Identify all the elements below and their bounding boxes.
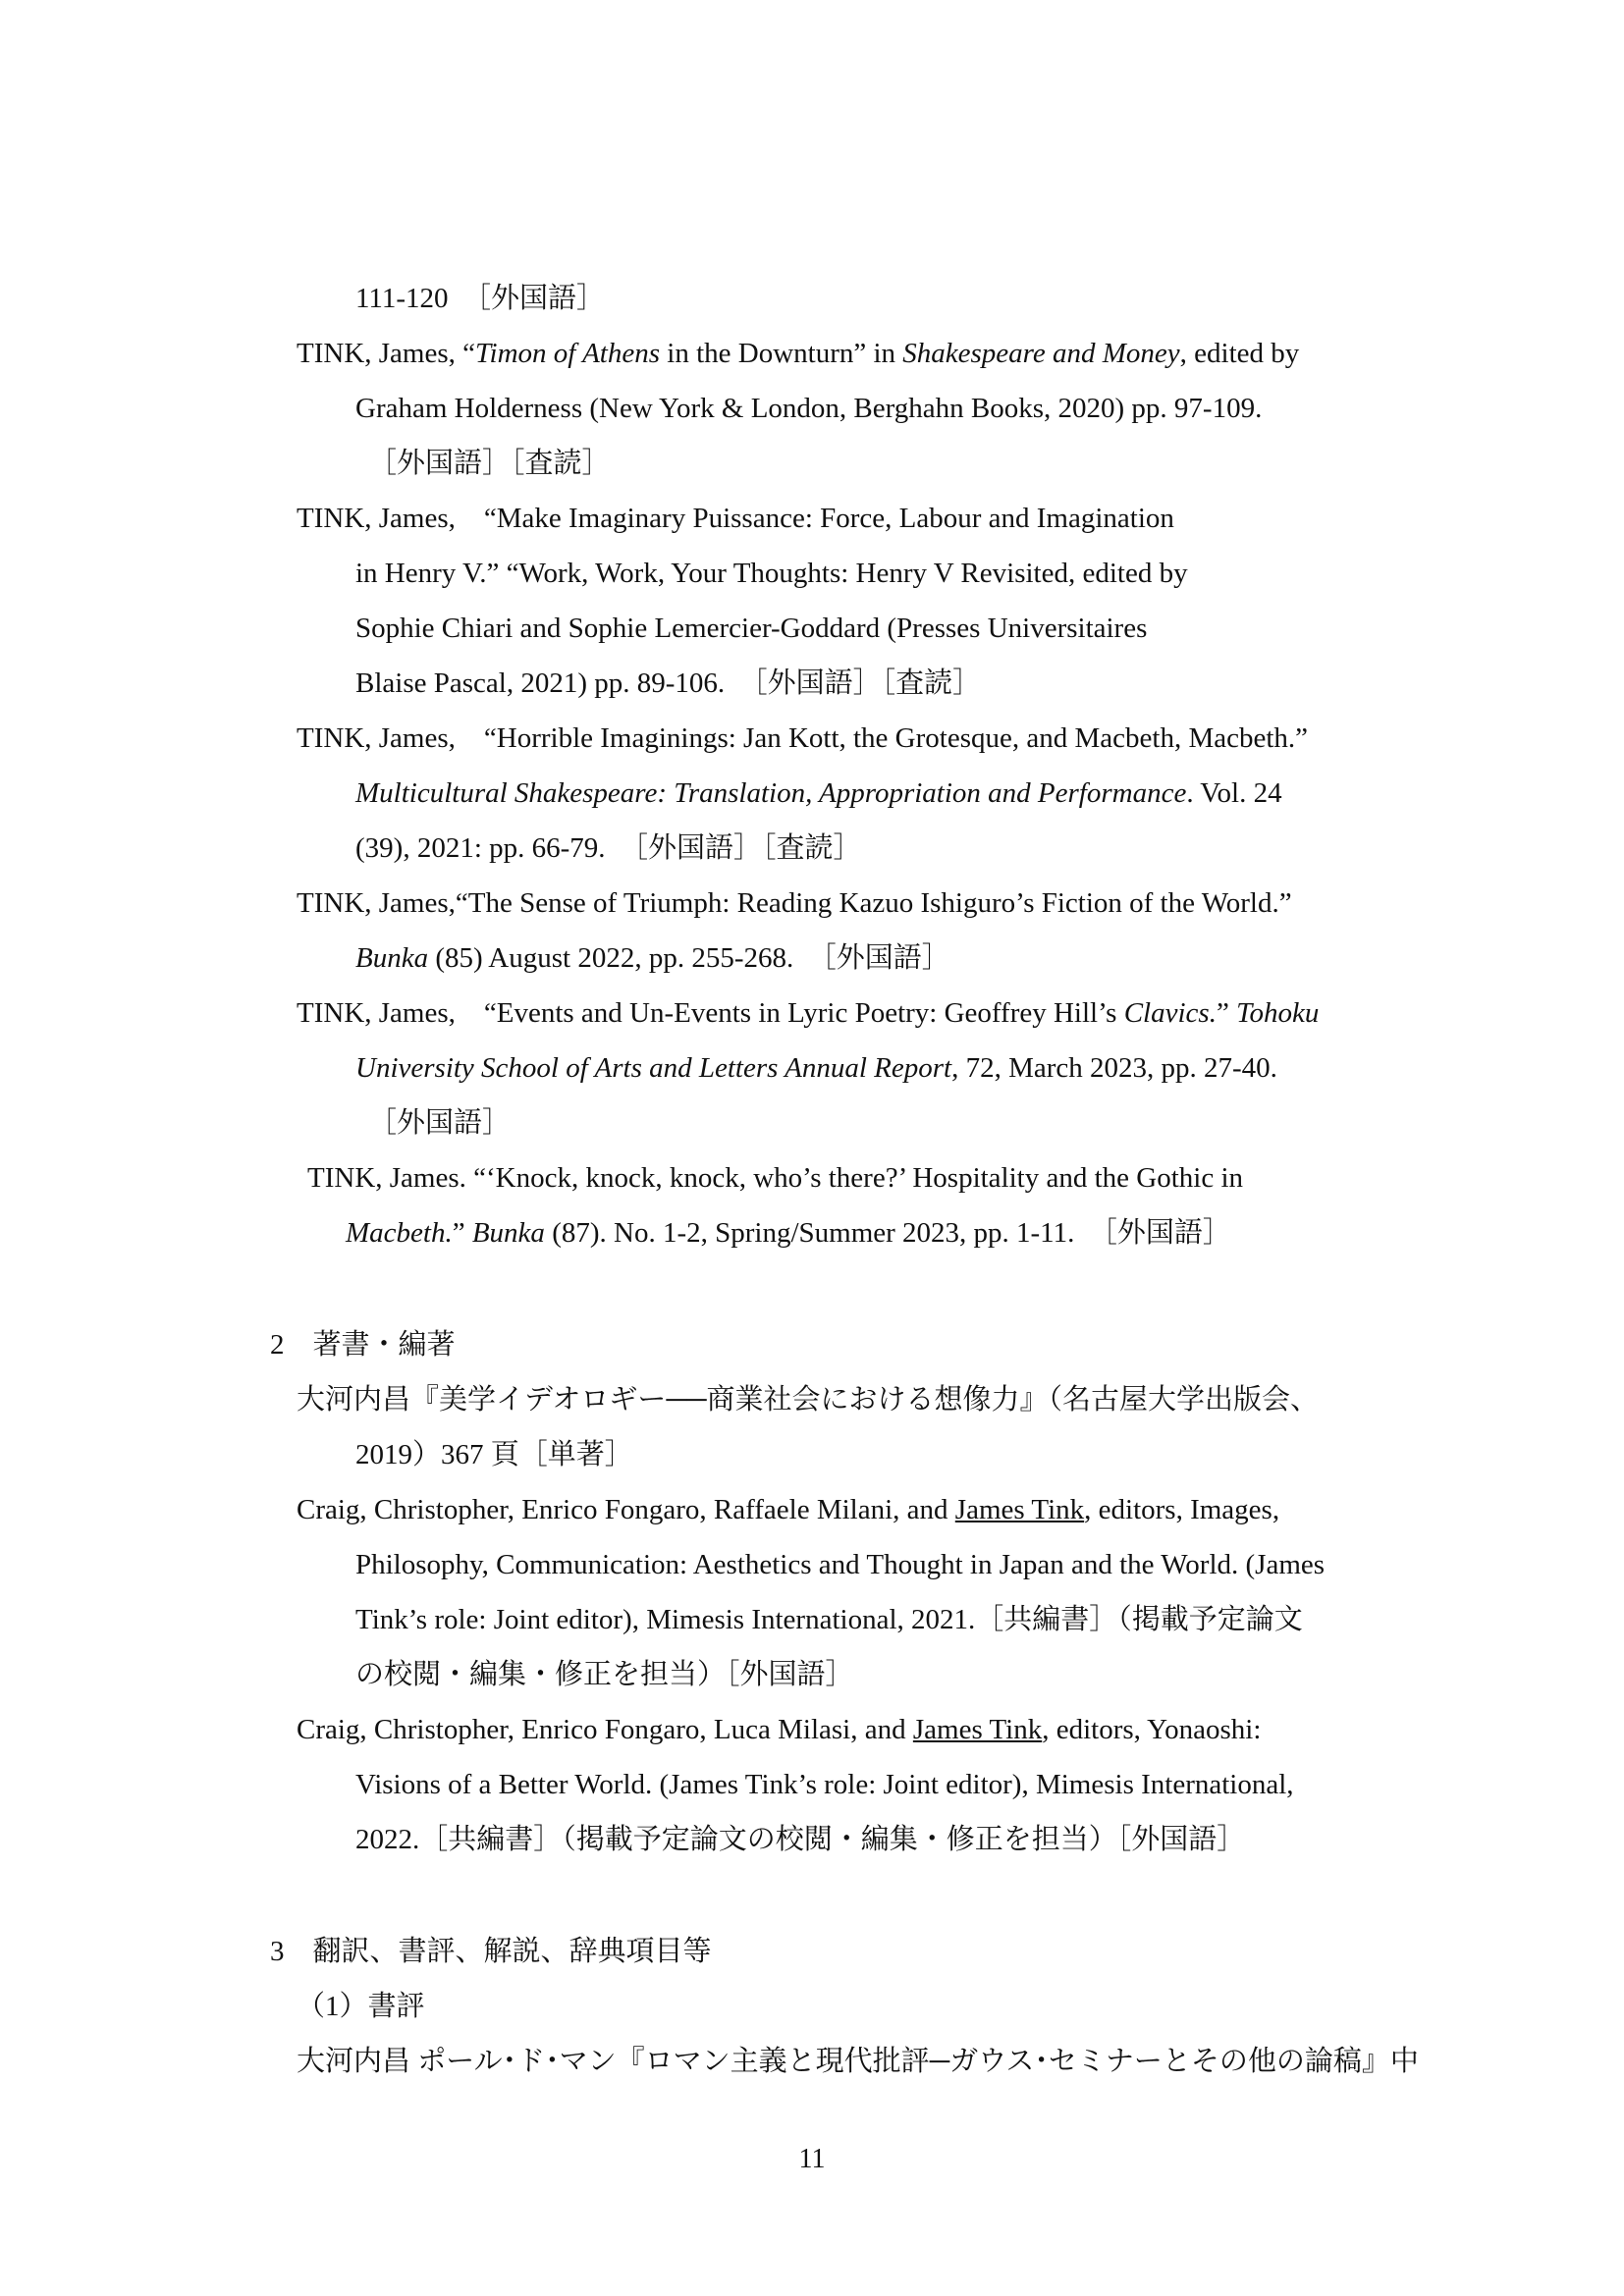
entry-line: 2019）367 頁［単著］ [355, 1439, 633, 1470]
journal-title-italic: Bunka [471, 1217, 545, 1249]
entry-text: TINK, James, “Events and Un-Events in Lyric Poetry: Geoffrey Hill’s [297, 997, 1124, 1029]
journal-title-italic: Tohoku [1236, 997, 1320, 1029]
bibliography-entry-5 [297, 993, 1319, 1033]
entry-title-italic: Timon of Athens [475, 338, 661, 369]
entry-text: , editors, Images, [1084, 1494, 1280, 1525]
entry-line: Tink’s role: Joint editor), Mimesis International, 2021.［共編書］（掲載予定論文 [355, 1604, 1303, 1635]
entry-text: ” [452, 1217, 472, 1249]
play-title-italic: Macbeth. [346, 1217, 453, 1249]
journal-title-italic: Bunka [355, 942, 429, 974]
entry-text: ” [1216, 997, 1237, 1029]
entry-text: , 72, March 2023, pp. 27-40. [951, 1052, 1277, 1084]
entry-text: , edited by [1179, 338, 1300, 369]
entry-book-italic: Shakespeare and Money [902, 338, 1180, 369]
poem-title-italic: Clavics. [1123, 997, 1217, 1029]
entry-line [355, 1048, 1277, 1088]
entry-line: Blaise Pascal, 2021) pp. 89-106. ［外国語］［査読］ [355, 667, 982, 699]
journal-title-italic: Multicultural Shakespeare: Translation, Appropriation and Performance [355, 777, 1187, 809]
book-entry-3 [297, 1710, 1261, 1749]
entry-text: Craig, Christopher, Enrico Fongaro, Luca Milasi, and [297, 1714, 913, 1745]
entry-line: (39), 2021: pp. 66-79. ［外国語］［査読］ [355, 832, 862, 864]
book-entry-1: 大河内昌『美学イデオロギー──商業社会における想像力』（名古屋大学出版会、 [297, 1384, 1320, 1415]
entry-line: in Henry V.” “Work, Work, Your Thoughts: Henry V Revisited, edited by [355, 558, 1188, 589]
journal-title-italic: University School of Arts and Letters Annual Report [355, 1052, 952, 1084]
entry-line: Visions of a Better World. (James Tink’s role: Joint editor), Mimesis International, [355, 1769, 1294, 1800]
entry-line: Philosophy, Communication: Aesthetics and Thought in Japan and the World. (James [355, 1549, 1326, 1580]
section-heading-translations: 3 翻訳、書評、解説、辞典項目等 [270, 1936, 712, 1967]
entry-line [346, 1213, 1231, 1253]
entry-line: 2022.［共編書］（掲載予定論文の校閲・編集・修正を担当）［外国語］ [355, 1824, 1246, 1855]
page-number: 11 [798, 2144, 826, 2174]
entry-tags: ［外国語］［査読］ [368, 448, 611, 479]
book-entry-2 [297, 1490, 1279, 1529]
author-underlined: James Tink [912, 1714, 1043, 1745]
subsection-heading-reviews: （1）書評 [297, 1991, 425, 2022]
author-underlined: James Tink [954, 1494, 1085, 1525]
entry-line: の校閲・編集・修正を担当）［外国語］ [355, 1659, 854, 1690]
section-heading-books: 2 著書・編著 [270, 1329, 456, 1361]
entry-continuation: 111-120 ［外国語］ [355, 283, 606, 314]
entry-tags: ［外国語］ [368, 1107, 512, 1139]
review-entry-1: 大河内昌 ポール･ド･マン『ロマン主義と現代批評─ガウス･セミナーとその他の論稿』中 [297, 2046, 1419, 2077]
bibliography-entry-1 [297, 334, 1299, 373]
entry-text: in the Downturn” in [660, 338, 903, 369]
entry-text: . Vol. 24 [1186, 777, 1282, 809]
entry-text: (87). No. 1-2, Spring/Summer 2023, pp. 1-11. ［外国語］ [544, 1217, 1231, 1249]
bibliography-entry-6: TINK, James. “‘Knock, knock, knock, who’s there?’ Hospitality and the Gothic in [307, 1162, 1244, 1194]
entry-line [355, 774, 1282, 813]
bibliography-entry-3: TINK, James, “Horrible Imaginings: Jan Kott, the Grotesque, and Macbeth, Macbeth.” [297, 722, 1309, 754]
entry-text: (85) August 2022, pp. 255-268. ［外国語］ [428, 942, 950, 974]
entry-text: TINK, James, “ [297, 338, 476, 369]
bibliography-entry-2: TINK, James, “Make Imaginary Puissance: Force, Labour and Imagination [297, 503, 1174, 534]
entry-line [355, 938, 950, 978]
entry-text: , editors, Yonaoshi: [1042, 1714, 1262, 1745]
entry-text: Craig, Christopher, Enrico Fongaro, Raffaele Milani, and [297, 1494, 955, 1525]
entry-line: Graham Holderness (New York & London, Berghahn Books, 2020) pp. 97-109. [355, 393, 1263, 424]
bibliography-entry-4: TINK, James,“The Sense of Triumph: Reading Kazuo Ishiguro’s Fiction of the World.” [297, 887, 1292, 919]
entry-line: Sophie Chiari and Sophie Lemercier-Goddard (Presses Universitaires [355, 613, 1148, 644]
